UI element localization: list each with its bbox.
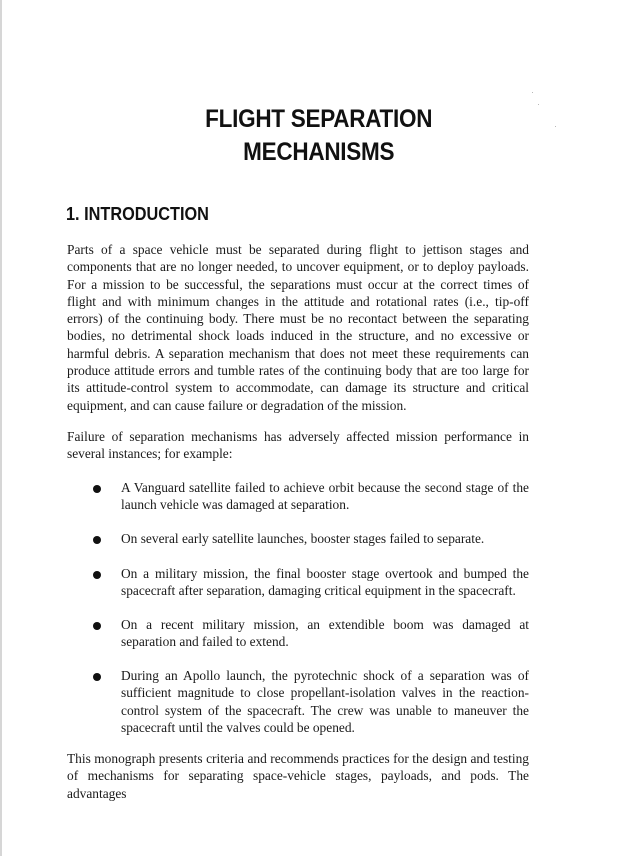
- page-title: [32, 103, 606, 169]
- bullet-dot-icon: [93, 622, 101, 630]
- paragraph-intro: Parts of a space vehicle must be separated during flight to jettison stages and components that are no longer needed, to uncover equipment, or to deploy payloads. For a mission to be successful, the separations must occur at the correct times of flight and with minimum changes in the attitude and rotational rates (i.e., tip-off errors) of the continuing body. There must be no recontact between the separating bodies, no detrimental shock loads induced in the structure, and no excessive or harmful debris. A separation mechanism that does not meet these requirements can produce attitude errors and tumble rates of the continuing body that are too large for its attitude-control system to accommodate, can damage its structure and critical equipment, and can cause failure or degradation of the mission.: [67, 242, 529, 413]
- bullet-text: On several early satellite launches, booster stages failed to separate.: [121, 531, 485, 546]
- bullet-text: On a military mission, the final booster stage overtook and bumped the spacecraft after separation, damaging critical equipment in the spacecraft.: [121, 566, 529, 599]
- paragraph-failures: Failure of separation mechanisms has adversely affected mission performance in several instances; for example:: [67, 429, 529, 462]
- scan-edge-line: [0, 0, 2, 856]
- bullet-dot-icon: [93, 536, 101, 544]
- scan-speck: [532, 92, 533, 93]
- bullet-text: On a recent military mission, an extendible boom was damaged at separation and failed to extend.: [121, 617, 529, 650]
- bullet-dot-icon: [93, 673, 101, 681]
- title-line-1: FLIGHT SEPARATION: [205, 105, 433, 133]
- title-line-2: MECHANISMS: [243, 138, 395, 166]
- bullet-text: A Vanguard satellite failed to achieve orbit because the second stage of the launch vehicle was damaged at separation.: [121, 480, 529, 513]
- bullet-text: During an Apollo launch, the pyrotechnic shock of a separation was of sufficient magnitude to close propellant-isolation valves in the reaction-control system of the spacecraft. The crew was unable to maneuver the spacecraft until the valves could be opened.: [121, 668, 529, 735]
- bullet-dot-icon: [93, 571, 101, 579]
- paragraph-monograph: This monograph presents criteria and recommends practices for the design and testing of mechanisms for separating space-vehicle stages, payloads, and pods. The advantages: [67, 751, 529, 801]
- scan-speck: [538, 104, 539, 105]
- section-heading: 1. INTRODUCTION: [66, 203, 209, 224]
- bullet-dot-icon: [93, 485, 101, 493]
- scan-speck: [555, 126, 556, 127]
